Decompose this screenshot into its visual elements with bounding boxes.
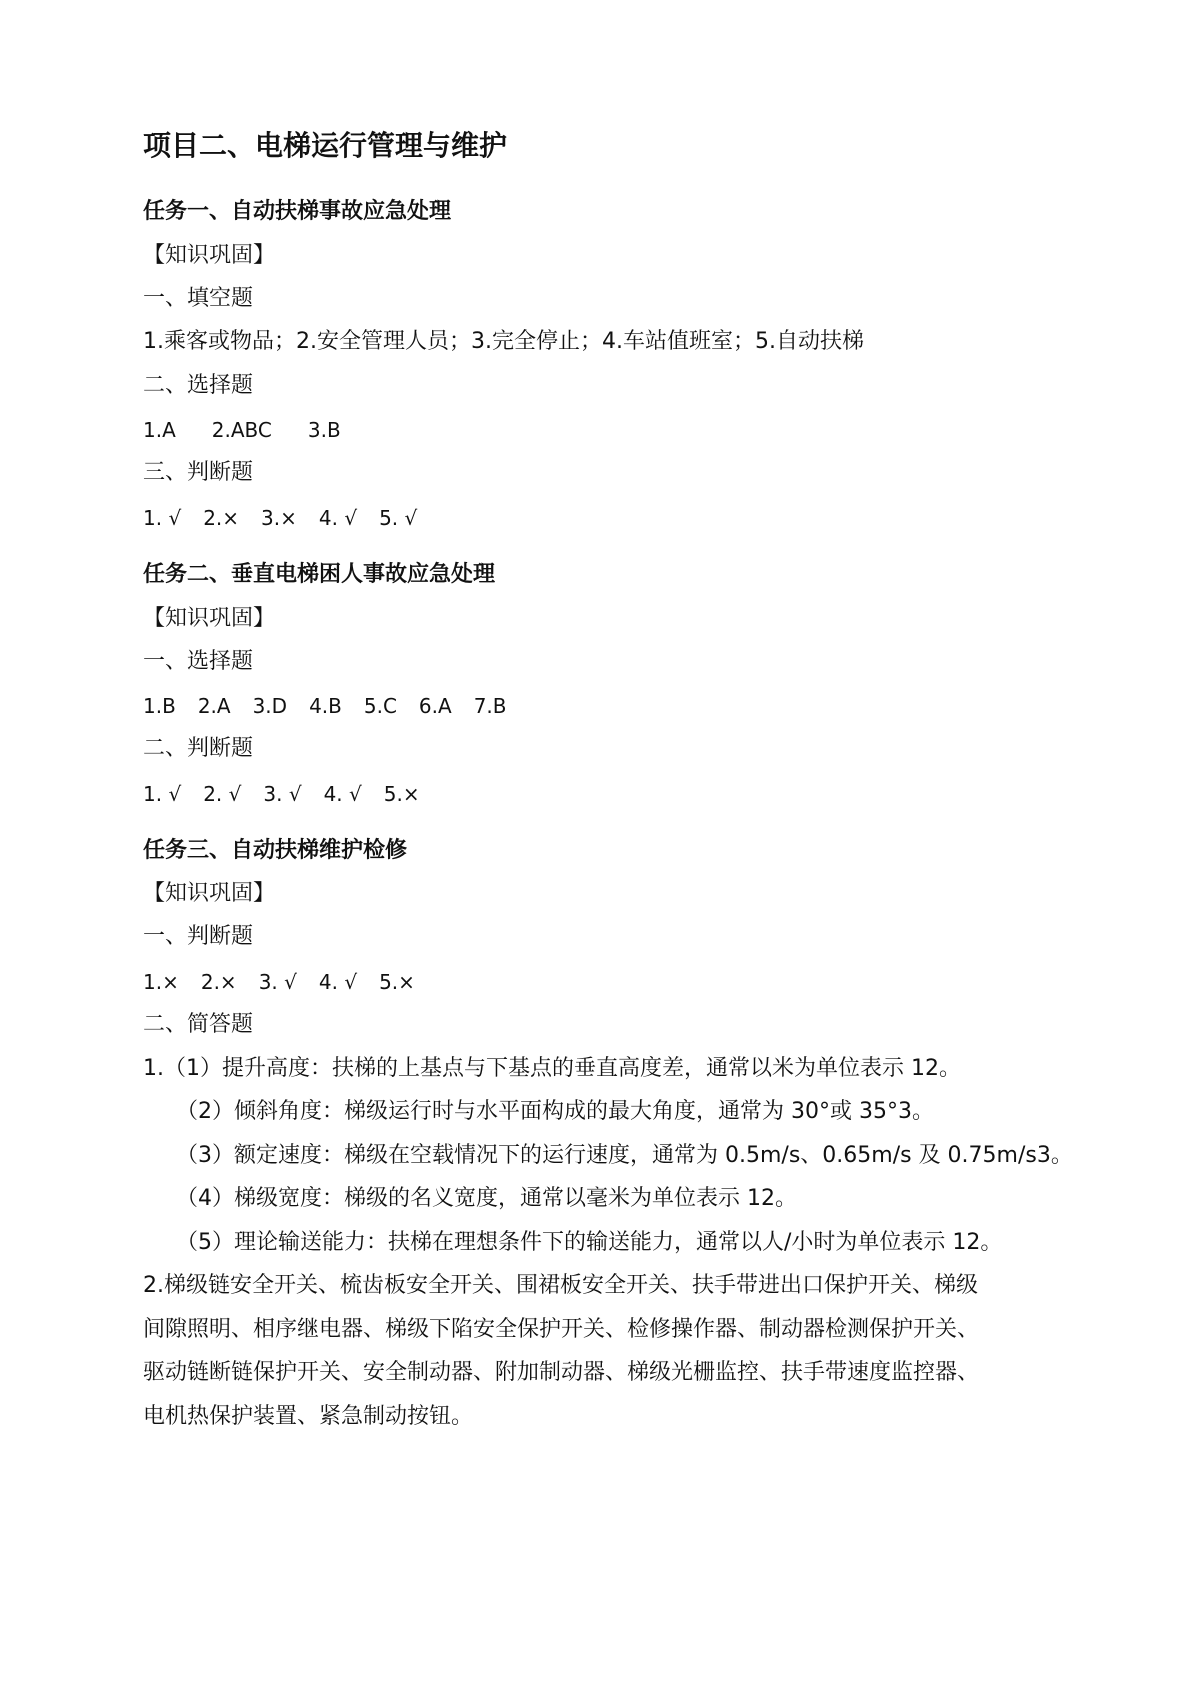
task-2-judge-heading: 二、判断题 [143,736,254,761]
task-3-judge-heading: 一、判断题 [143,924,254,949]
task-2-choice-answers [143,691,529,721]
answer-item: 3.D [252,694,288,718]
short-answer-q1-line: （3）额定速度：梯级在空载情况下的运行速度，通常为 0.5m/s、0.65m/s 及 0.75m/s3。 [176,1143,1073,1168]
task-3-short-answer-heading: 二、简答题 [143,1012,254,1037]
task-1-choice-heading: 二、选择题 [143,373,254,398]
answer-item: 5.× [383,782,420,806]
answer-item: 4. √ [318,970,358,994]
short-answer-q1-line: 1.（1）提升高度：扶梯的上基点与下基点的垂直高度差，通常以米为单位表示 12。 [143,1056,961,1081]
task-1-title: 任务一、自动扶梯事故应急处理 [143,199,452,224]
answer-item: 3.B [307,418,341,442]
task-1-section-label: 【知识巩固】 [143,243,276,268]
task-2-choice-heading: 一、选择题 [143,649,254,674]
short-answer-q2-line: 2.梯级链安全开关、梳齿板安全开关、围裙板安全开关、扶手带进出口保护开关、梯级 [143,1273,978,1298]
answer-item: 1. √ [143,506,182,530]
answer-item: 3.× [261,506,297,530]
task-3-section-label: 【知识巩固】 [143,881,276,906]
answer-item: 1.A [143,418,176,442]
answer-item: 3. √ [263,782,302,806]
short-answer-q1-line: （2）倾斜角度：梯级运行时与水平面构成的最大角度，通常为 30°或 35°3。 [176,1099,934,1124]
short-answer-q2-line: 驱动链断链保护开关、安全制动器、附加制动器、梯级光栅监控、扶手带速度监控器、 [143,1360,980,1385]
task-1-judge-answers [143,503,439,533]
answer-item: 7.B [473,694,507,718]
answer-item: 4. √ [323,782,362,806]
short-answer-q1-line: （4）梯级宽度：梯级的名义宽度，通常以毫米为单位表示 12。 [176,1186,797,1211]
answer-item: 2. √ [203,782,242,806]
answer-item: 1.B [143,694,176,718]
answer-item: 2.ABC [211,418,272,442]
short-answer-q2-line: 间隙照明、相序继电器、梯级下陷安全保护开关、检修操作器、制动器检测保护开关、 [143,1317,980,1342]
answer-item: 2.× [203,506,240,530]
answer-item: 1.× [143,970,179,994]
task-1-fill-heading: 一、填空题 [143,286,254,311]
answer-item: 5. √ [379,506,418,530]
task-3-title: 任务三、自动扶梯维护检修 [143,838,408,863]
task-1-fill-answers: 1.乘客或物品；2.安全管理人员；3.完全停止；4.车站值班室；5.自动扶梯 [143,329,864,354]
project-title: 项目二、电梯运行管理与维护 [143,129,508,162]
task-1-choice-answers [143,415,377,445]
answer-item: 2.A [197,694,231,718]
answer-item: 5.C [363,694,397,718]
task-2-judge-answers [143,779,442,809]
task-2-section-label: 【知识巩固】 [143,606,276,631]
short-answer-q2-line: 电机热保护装置、紧急制动按钮。 [143,1404,474,1429]
answer-item: 3. √ [258,970,297,994]
answer-item: 5.× [379,970,415,994]
short-answer-q1-line: （5）理论输送能力：扶梯在理想条件下的输送能力，通常以人/小时为单位表示 12。 [176,1230,1003,1255]
answer-item: 2.× [200,970,237,994]
answer-item: 4.B [309,694,342,718]
answer-item: 4. √ [318,506,358,530]
answer-item: 1. √ [143,782,182,806]
task-1-judge-heading: 三、判断题 [143,460,254,485]
answer-item: 6.A [418,694,452,718]
task-2-title: 任务二、垂直电梯困人事故应急处理 [143,562,496,587]
task-3-judge-answers [143,967,437,997]
